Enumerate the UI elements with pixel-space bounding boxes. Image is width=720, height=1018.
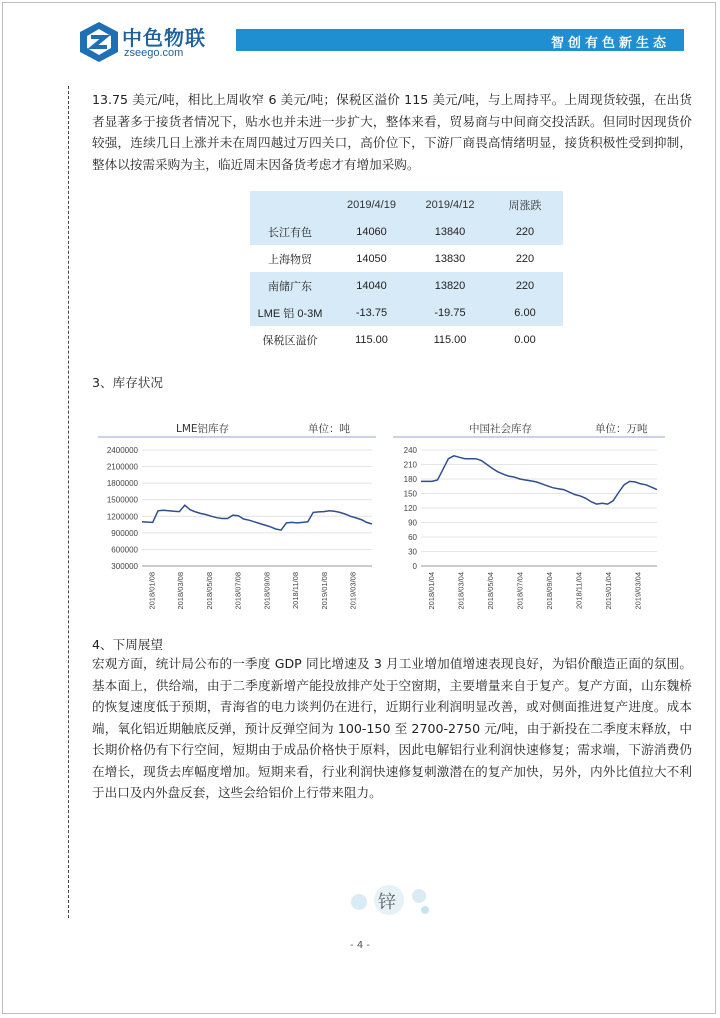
table-header-cell: 周涨跌: [487, 191, 563, 218]
table-cell: 115.00: [330, 326, 413, 353]
table-cell: 上海物贸: [250, 245, 330, 272]
x-tick-label: 2018/09/04: [544, 572, 554, 610]
y-tick-label: 60: [408, 533, 417, 542]
margin-dashed-line: [68, 86, 69, 918]
section-title-outlook: 4、下周展望: [92, 637, 163, 652]
y-tick-label: 240: [403, 446, 417, 455]
x-tick-label: 2018/05/08: [204, 572, 214, 610]
table-cell: 6.00: [487, 299, 563, 326]
table-cell: 保税区溢价: [250, 326, 330, 353]
y-tick-label: 150: [403, 489, 417, 499]
y-tick-label: 30: [408, 547, 417, 557]
table-cell: 13840: [413, 218, 487, 245]
table-header-cell: 2019/4/19: [330, 191, 413, 218]
y-tick-label: 0: [412, 562, 417, 571]
y-tick-label: 600000: [111, 545, 138, 555]
table-row: [250, 326, 563, 353]
table-cell: 220: [487, 272, 563, 299]
table-row: [250, 272, 563, 299]
y-tick-label: 2400000: [106, 446, 138, 455]
table-cell: LME 铝 0-3M: [250, 299, 330, 326]
table-row: [250, 245, 563, 272]
x-tick-label: 2019/01/08: [319, 572, 329, 610]
table-cell: 0.00: [487, 326, 563, 353]
lme-inventory-plot: [98, 440, 376, 630]
x-tick-label: 2018/01/08: [147, 572, 157, 610]
x-tick-label: 2018/11/08: [291, 572, 301, 609]
company-name-cn: 中色物联: [122, 26, 206, 50]
x-tick-label: 2019/03/08: [348, 572, 358, 610]
y-tick-label: 90: [408, 518, 417, 528]
table-cell: 220: [487, 218, 563, 245]
x-tick-label: 2018/03/08: [176, 572, 186, 610]
table-cell: 115.00: [413, 326, 487, 353]
chart-title: LME铝库存: [176, 423, 230, 435]
table-row: [250, 218, 563, 245]
y-tick-label: 1200000: [106, 512, 138, 522]
y-tick-label: 120: [403, 504, 417, 513]
table-cell: 14040: [330, 272, 413, 299]
price-table: [250, 191, 563, 353]
company-site: zseego.com: [124, 47, 184, 59]
china-inventory-plot: [393, 440, 665, 630]
table-cell: 长江有色: [250, 218, 330, 245]
x-tick-label: 2018/11/04: [574, 572, 584, 609]
table-row: [250, 299, 563, 326]
table-cell: 14050: [330, 245, 413, 272]
series-line: [421, 456, 657, 504]
chart-title-bar: [98, 420, 376, 438]
logo-mark-icon: [76, 20, 122, 64]
table-cell: 南储广东: [250, 272, 330, 299]
x-tick-label: 2019/01/04: [603, 572, 613, 610]
x-tick-label: 2019/03/04: [633, 572, 643, 610]
chart-unit: 单位：万吨: [595, 423, 648, 435]
series-line: [142, 505, 372, 530]
table-cell: -19.75: [413, 299, 487, 326]
chart-title-bar: [393, 420, 665, 438]
table-header-row: [250, 191, 563, 218]
x-tick-label: 2018/09/08: [262, 572, 272, 610]
footer-element-logo: [345, 880, 435, 920]
paragraph-outlook: 宏观方面，统计局公布的一季度 GDP 同比增速及 3 月工业增加值增速表现良好，为铝价酿造正面的氛围。基本面上，供给端，由于二季度新增产能投放排产处于空窗期，主要增量来自于复产。复产方面，山东魏桥的恢复速度低于预期，青海省的电力谈判仍在进行，近期行业利润明显改善，或对侧面推进复产进度。成本端，氧化铝近期触底反弹，预计反弹空间为 100-150 至 2700-2750 元/吨，由于新投在二季度末释放，中长期价格仍有下行空间，短期由于成品价格快于原料，因此电解铝行业利润快速修复；需求端，下游消费仍在增长，现货去库幅度增加。短期来看，行业利润快速修复刺激潜在的复产加快，另外，内外比值拉大不利于出口及内外盘反套，这些会给铝价上行带来阻力。: [92, 656, 692, 800]
y-tick-label: 210: [403, 460, 417, 470]
y-tick-label: 900000: [111, 528, 138, 538]
table-header-cell: [250, 191, 330, 218]
x-tick-label: 2018/07/08: [233, 572, 243, 610]
chart-unit: 单位：吨: [308, 423, 350, 435]
table-cell: -13.75: [330, 299, 413, 326]
header-bar: [236, 29, 684, 51]
table-cell: 220: [487, 245, 563, 272]
x-tick-label: 2018/03/04: [456, 572, 466, 610]
element-char: 锌: [378, 892, 396, 913]
lme-inventory-chart: [98, 420, 376, 630]
x-tick-label: 2018/05/04: [485, 572, 495, 610]
chart-title: 中国社会库存: [469, 423, 532, 435]
x-tick-label: 2018/07/04: [515, 572, 525, 610]
paragraph-market: 13.75 美元/吨，相比上周收窄 6 美元/吨；保税区溢价 115 美元/吨，与上周持平。上周现货较强，在出货者显著多于接货者情况下，贴水也并未进一步扩大，整体来看，贸易商与中间商交投活跃。但同时因现货价较强，连续几日上涨并未在周四越过万四关口，高价位下，下游厂商畏高情绪明显，接货积极性受到抑制，整体以按需采购为主，临近周末因备货考虑才有增加采购。: [92, 92, 692, 172]
y-tick-label: 2100000: [106, 462, 138, 472]
header-slogan: 智创有色新生态: [550, 36, 670, 51]
table-cell: 14060: [330, 218, 413, 245]
page-number: - 4 -: [350, 940, 370, 951]
table-cell: 13830: [413, 245, 487, 272]
x-tick-label: 2018/01/04: [426, 572, 436, 610]
y-tick-label: 300000: [111, 562, 138, 571]
y-tick-label: 1800000: [106, 479, 138, 489]
table-header-cell: 2019/4/12: [413, 191, 487, 218]
table-cell: 13820: [413, 272, 487, 299]
section-title-inventory: 3、库存状况: [92, 375, 163, 390]
y-tick-label: 180: [403, 475, 417, 484]
china-inventory-chart: [393, 420, 665, 630]
y-tick-label: 1500000: [106, 495, 138, 505]
